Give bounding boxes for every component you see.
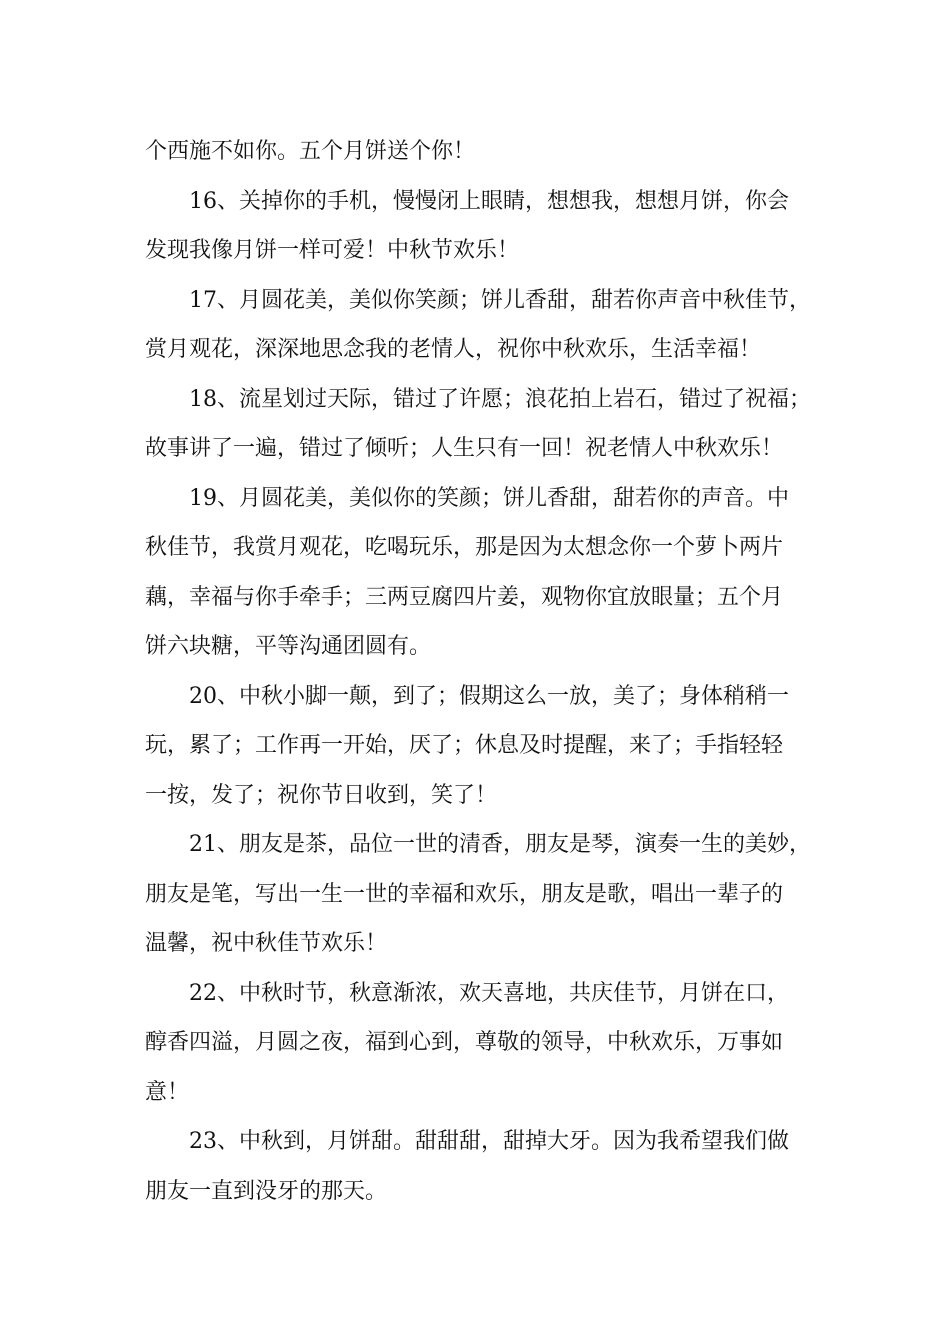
text-line: 发现我像月饼一样可爱！中秋节欢乐！: [145, 238, 520, 263]
text-line: 22、中秋时节，秋意渐浓，欢天喜地，共庆佳节，月饼在口，: [189, 980, 789, 1006]
text-line: 朋友是笔，写出一生一世的幸福和欢乐，朋友是歌，唱出一辈子的: [145, 881, 784, 907]
text-line: 21、朋友是茶，品位一世的清香，朋友是琴，演奏一生的美妙，: [189, 832, 811, 857]
text-line: 赏月观花，深深地思念我的老情人，祝你中秋欢乐，生活幸福！: [145, 337, 762, 362]
text-line: 藕，幸福与你手牵手；三两豆腐四片姜，观物你宜放眼量；五个月: [145, 584, 784, 610]
document-body: [145, 127, 810, 1216]
text-line: 18、流星划过天际，错过了许愿；浪花拍上岩石，错过了祝福；: [189, 386, 811, 412]
text-line: 温馨，祝中秋佳节欢乐！: [145, 931, 388, 956]
text-line: 朋友一直到没牙的那天。: [145, 1178, 388, 1204]
text-line: 个西施不如你。五个月饼送个你！: [145, 139, 476, 164]
text-line: 19、月圆花美，美似你的笑颜；饼儿香甜，甜若你的声音。中: [189, 485, 789, 511]
text-line: 一按，发了；祝你节日收到，笑了！: [145, 782, 498, 808]
text-line: 醇香四溢，月圆之夜，福到心到，尊敬的领导，中秋欢乐，万事如: [145, 1030, 784, 1055]
paragraph-17: [145, 276, 810, 375]
paragraph-21: [145, 820, 810, 969]
text-line: 17、月圆花美，美似你笑颜；饼儿香甜，甜若你声音中秋佳节，: [189, 287, 811, 313]
text-line: 玩，累了；工作再一开始，厌了；休息及时提醒，来了；手指轻轻: [145, 733, 784, 758]
paragraph-16: [145, 177, 810, 276]
paragraph-continuation: [145, 127, 810, 177]
paragraph-23: [145, 1117, 810, 1216]
paragraph-22: [145, 969, 810, 1118]
text-line: 秋佳节，我赏月观花，吃喝玩乐，那是因为太想念你一个萝卜两片: [145, 535, 784, 560]
text-line: 故事讲了一遍，错过了倾听；人生只有一回！祝老情人中秋欢乐！: [145, 436, 784, 461]
text-line: 20、中秋小脚一颠，到了；假期这么一放，美了；身体稍稍一: [189, 683, 789, 709]
text-line: 23、中秋到，月饼甜。甜甜甜，甜掉大牙。因为我希望我们做: [189, 1129, 789, 1154]
paragraph-20: [145, 672, 810, 821]
paragraph-19: [145, 474, 810, 672]
text-line: 16、关掉你的手机，慢慢闭上眼睛，想想我，想想月饼，你会: [189, 188, 789, 214]
text-line: 饼六块糖，平等沟通团圆有。: [145, 634, 432, 659]
paragraph-18: [145, 375, 810, 474]
text-line: 意！: [145, 1079, 190, 1105]
